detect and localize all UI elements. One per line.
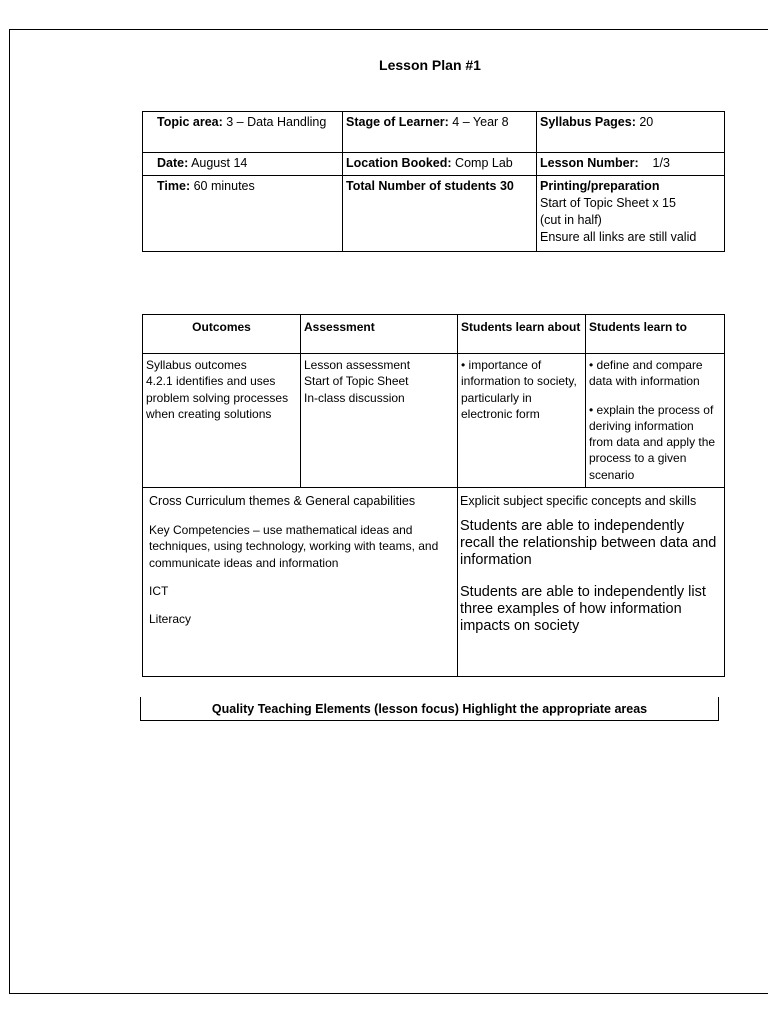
cross-curriculum-cell: [143, 488, 458, 677]
assessment-line: Lesson assessment: [304, 358, 411, 372]
printing-line: Start of Topic Sheet x 15: [540, 196, 676, 210]
spacer: [149, 510, 454, 522]
time-cell: [143, 176, 343, 252]
table-row: [143, 153, 725, 176]
spacer: [149, 599, 454, 611]
spacer: [149, 571, 454, 583]
total-students-label: Total Number of students: [346, 179, 497, 193]
learn-to-point: • explain the process of deriving information from data and apply the process to a given scenario: [589, 402, 716, 482]
outcomes-line: Syllabus outcomes: [146, 358, 247, 372]
explicit-concepts-cell: [458, 488, 725, 677]
learn-to-point: • define and compare data with information: [589, 358, 703, 389]
table-row: [143, 354, 725, 488]
date-label: Date:: [157, 156, 189, 170]
printing-line: Ensure all links are still valid: [540, 230, 697, 244]
table-row: [143, 488, 725, 677]
syllabus-pages-label: Syllabus Pages:: [540, 115, 636, 129]
outcomes-line: 4.2.1 identifies and uses problem solving processes when creating solutions: [146, 374, 289, 421]
explicit-point: Students are able to independently list three examples of how information impacts on society: [460, 584, 706, 634]
table-row: [143, 112, 725, 153]
topic-area-value: 3 – Data Handling: [226, 115, 327, 129]
learn-to-header: Students learn to: [586, 315, 725, 354]
date-cell: [143, 153, 343, 176]
printing-label: Printing/preparation: [540, 179, 660, 193]
time-value: 60 minutes: [193, 179, 255, 193]
syllabus-pages-value: 20: [639, 115, 654, 129]
literacy-text: Literacy: [149, 612, 192, 627]
lesson-number-label: Lesson Number:: [540, 156, 639, 170]
time-label: Time:: [157, 179, 191, 193]
key-competencies-text: Key Competencies – use mathematical ideas and techniques, using technology, working with teams, and communicate ideas and information: [149, 523, 439, 570]
explicit-point: Students are able to independently recall the relationship between data and information: [460, 518, 717, 568]
spacer: [460, 510, 721, 518]
stage-label: Stage of Learner:: [346, 115, 449, 129]
learn-about-text: • importance of information to society, particularly in electronic form: [461, 358, 577, 421]
learn-to-cell: [586, 354, 725, 488]
date-value: August 14: [191, 156, 248, 170]
explicit-concepts-heading: Explicit subject specific concepts and skills: [460, 494, 697, 508]
spacer: [460, 569, 721, 584]
stage-cell: [343, 112, 537, 153]
table-row: [143, 176, 725, 252]
location-value: Comp Lab: [455, 156, 513, 170]
ict-text: ICT: [149, 583, 169, 598]
spacer: [589, 390, 721, 402]
quality-teaching-elements-box: Quality Teaching Elements (lesson focus) Highlight the appropriate areas: [140, 697, 719, 721]
stage-value: 4 – Year 8: [452, 115, 509, 129]
page-title: Lesson Plan #1: [379, 57, 481, 73]
outcomes-cell: [143, 354, 301, 488]
printing-line: (cut in half): [540, 213, 602, 227]
topic-area-cell: [143, 112, 343, 153]
lesson-plan-table: [142, 314, 725, 677]
assessment-header: Assessment: [301, 315, 458, 354]
total-students-cell: [343, 176, 537, 252]
syllabus-pages-cell: [537, 112, 725, 153]
lesson-number-cell: [537, 153, 725, 176]
assessment-line: In-class discussion: [304, 390, 405, 405]
assessment-cell: [301, 354, 458, 488]
table-header-row: [143, 315, 725, 354]
learn-about-cell: [458, 354, 586, 488]
printing-cell: [537, 176, 725, 252]
location-label: Location Booked:: [346, 156, 452, 170]
learn-about-header: Students learn about: [458, 315, 586, 354]
lesson-number-value: 1/3: [652, 156, 670, 170]
total-students-value: 30: [499, 179, 514, 193]
outcomes-header: Outcomes: [143, 315, 301, 354]
assessment-line: Start of Topic Sheet: [304, 374, 409, 389]
location-cell: [343, 153, 537, 176]
lesson-details-table: [142, 111, 725, 252]
topic-area-label: Topic area:: [157, 115, 223, 129]
cross-curriculum-heading: Cross Curriculum themes & General capabilities: [149, 494, 416, 508]
